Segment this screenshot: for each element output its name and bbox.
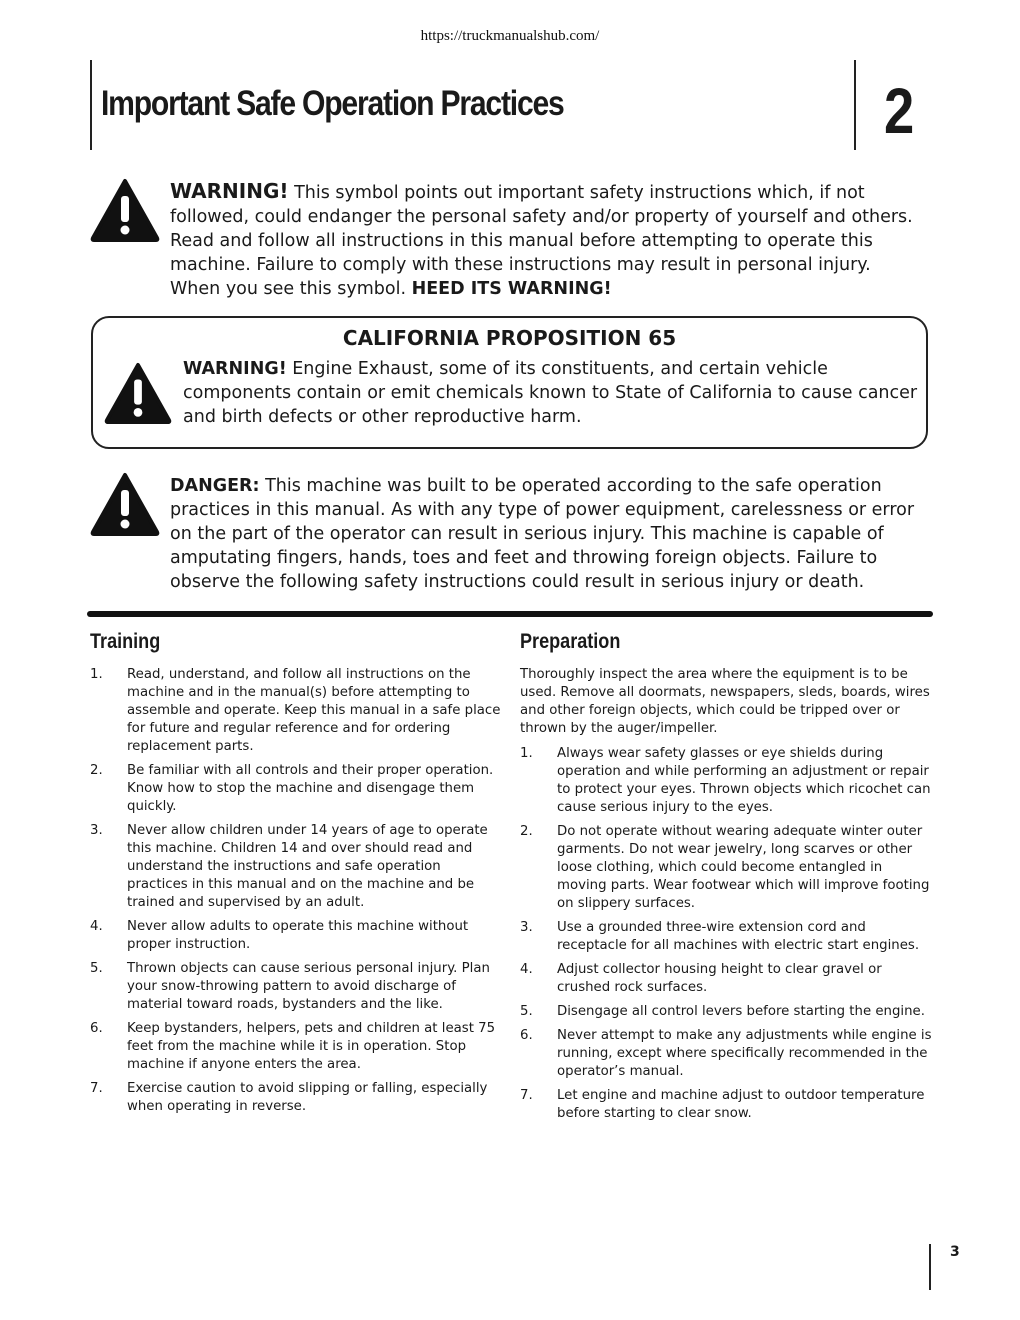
list-item	[520, 919, 932, 955]
item-text: Exercise caution to avoid slipping or falling, especially when operating in reverse.	[127, 1081, 488, 1114]
list-item	[90, 1080, 502, 1116]
item-text: Always wear safety glasses or eye shields during operation and while performing an adjustment or repair to protect your eyes. Thrown objects which ricochet can cause serious injury to the eyes.	[557, 746, 931, 815]
item-text: Be familiar with all controls and their proper operation. Know how to stop the machine and disengage them quickly.	[127, 763, 494, 814]
list-item	[90, 666, 502, 756]
heed-warning: HEED ITS WARNING!	[411, 279, 612, 299]
item-text: Do not operate without wearing adequate winter outer garments. Do not wear jewelry, long scarves or other loose clothing, which could become entangled in moving parts. Wear footwear which will improve footing on slippery surfaces.	[557, 824, 930, 911]
list-item	[520, 823, 932, 913]
warning-paragraph	[170, 179, 930, 301]
item-text: Never attempt to make any adjustments while engine is running, except where specifically recommended in the operator’s manual.	[557, 1028, 932, 1079]
item-text: Never allow adults to operate this machine without proper instruction.	[127, 919, 469, 952]
warning-triangle-icon	[103, 362, 173, 424]
item-number: 4.	[520, 962, 533, 977]
item-number: 5.	[520, 1004, 533, 1019]
page-number: 3	[950, 1244, 960, 1260]
list-item	[520, 745, 932, 817]
item-text: Keep bystanders, helpers, pets and children at least 75 feet from the machine while it is in operation. Stop machine if anyone enters the area.	[127, 1021, 496, 1072]
list-item	[90, 822, 502, 912]
item-text: Let engine and machine adjust to outdoor temperature before starting to clear snow.	[557, 1088, 925, 1121]
page-number-rule	[929, 1244, 931, 1290]
item-number: 1.	[520, 746, 533, 761]
preparation-heading: Preparation	[520, 630, 621, 653]
chapter-rule	[854, 60, 856, 150]
item-text: Disengage all control levers before starting the engine.	[557, 1004, 925, 1019]
list-item	[90, 918, 502, 954]
prop65-title: CALIFORNIA PROPOSITION 65	[342, 326, 677, 350]
page-title: Important Safe Operation Practices	[101, 84, 564, 123]
list-item	[520, 1027, 932, 1081]
item-text: Thrown objects can cause serious personal injury. Plan your snow-throwing pattern to avoid discharge of material toward roads, bystanders and the like.	[127, 961, 490, 1012]
section-divider	[87, 611, 933, 617]
training-list	[90, 666, 502, 1116]
item-number: 5.	[90, 961, 103, 976]
item-number: 7.	[520, 1088, 533, 1103]
source-url[interactable]: https://truckmanualshub.com/	[420, 28, 600, 44]
item-text: Never allow children under 14 years of age to operate this machine. Children 14 and over should read and understand the instructions and safe operation practices in this manual and on the machine and be trained and supervised by an adult.	[127, 823, 488, 910]
warning-line2: When you see this symbol.	[170, 279, 412, 299]
danger-paragraph	[170, 474, 934, 594]
list-item	[520, 961, 932, 997]
item-number: 2.	[520, 824, 533, 839]
item-number: 6.	[90, 1021, 103, 1036]
warning-triangle-icon	[90, 178, 160, 242]
prop65-paragraph	[183, 357, 918, 429]
chapter-number: 2	[884, 75, 915, 147]
prop65-lead: WARNING!	[183, 359, 287, 379]
item-number: 1.	[90, 667, 103, 682]
warning-text: This symbol points out important safety instructions which, if not followed, could endanger the personal safety and/or property of yourself and others. Read and follow all instructions in this manual before attempting to operate this machine. Failure to comply with these instructions may result in personal injury.	[170, 183, 913, 275]
training-heading: Training	[90, 630, 161, 653]
preparation-intro: Thoroughly inspect the area where the equipment is to be used. Remove all doormats, newspapers, sleds, boards, wires and other foreign objects, which could be tripped over or thrown by the auger/impeller.	[520, 667, 930, 736]
danger-text: This machine was built to be operated according to the safe operation practices in this manual. As with any type of power equipment, carelessness or error on the part of the operator can result in serious injury. This machine is capable of amputating fingers, hands, toes and feet and throwing foreign objects. Failure to observe the following safety instructions could result in serious injury or death.	[170, 476, 915, 592]
item-number: 4.	[90, 919, 103, 934]
title-rule	[90, 60, 92, 150]
item-number: 3.	[90, 823, 103, 838]
danger-lead: DANGER:	[170, 476, 260, 496]
item-number: 6.	[520, 1028, 533, 1043]
list-item	[90, 960, 502, 1014]
warning-lead: WARNING!	[170, 179, 289, 203]
item-number: 7.	[90, 1081, 103, 1096]
item-text: Use a grounded three-wire extension cord and receptacle for all machines with electric start engines.	[557, 920, 920, 953]
list-item	[520, 1087, 932, 1123]
item-text: Read, understand, and follow all instructions on the machine and in the manual(s) before attempting to assemble and operate. Keep this manual in a safe place for future and regular reference and for ordering replacement parts.	[127, 667, 501, 754]
item-text: Adjust collector housing height to clear gravel or crushed rock surfaces.	[557, 962, 882, 995]
list-item	[520, 1003, 932, 1021]
item-number: 3.	[520, 920, 533, 935]
item-number: 2.	[90, 763, 103, 778]
danger-triangle-icon	[90, 472, 160, 536]
prop65-text: Engine Exhaust, some of its constituents, and certain vehicle components contain or emit chemicals known to State of California to cause cancer and birth defects or other reproductive harm.	[183, 359, 918, 427]
training-section	[90, 630, 502, 1122]
preparation-list	[520, 745, 932, 1123]
list-item	[90, 1020, 502, 1074]
preparation-section	[520, 630, 932, 1129]
list-item	[90, 762, 502, 816]
